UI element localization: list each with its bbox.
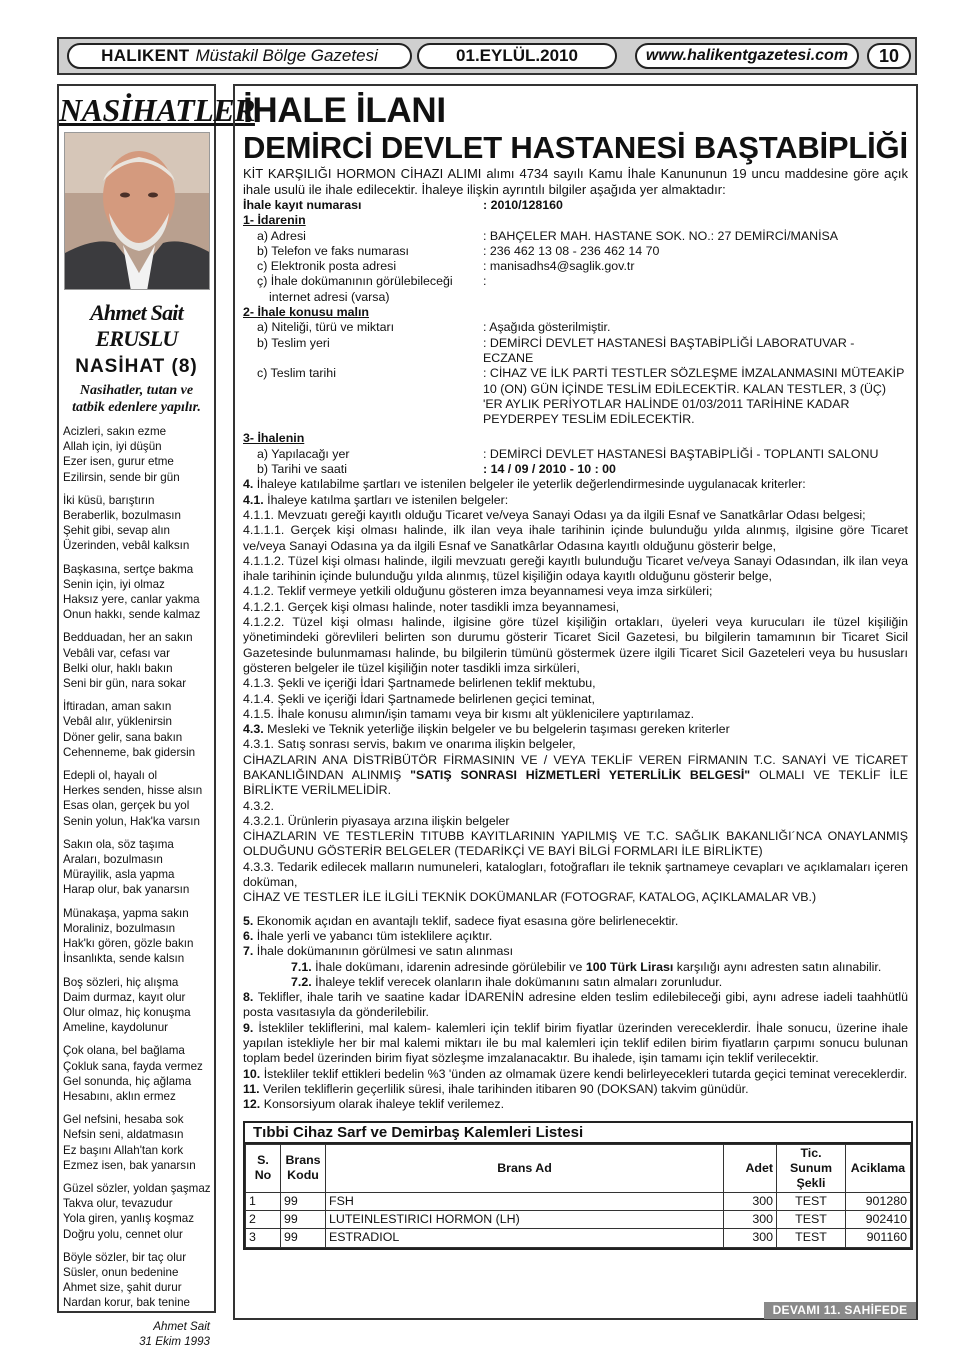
poem-line: Doğru yolu, cennet olur [63, 1227, 183, 1241]
detail-value: : DEMİRCİ DEVLET HASTANESİ BAŞTABİPLİĞİ LABORATUVAR - ECZANE [483, 335, 855, 365]
detail-label: b) Teslim yeri [257, 335, 330, 350]
intro-paragraph: KİT KARŞILIĞI HORMON CİHAZI ALIMI alımı 4734 sayılı Kamu İhale Kanununun 19 uncu maddesine göre açık ihale usulü ile ihale edilecektir. İhaleye ilişkin ayrıntılı bilgiler aşağıda yer almaktadır: [243, 166, 908, 197]
col-header-no: S. No [246, 1144, 281, 1192]
table-cell: 99 [281, 1211, 326, 1229]
section-1-title: 1- İdarenin [243, 213, 306, 228]
poem-line: Yola giren, yanlış koşmaz [63, 1212, 195, 1226]
poem-line: Cehenneme, bak gidersin [63, 745, 196, 759]
section-3-title: 3- İhalenin [243, 431, 305, 446]
poem-line: Acizleri, sakın ezme [63, 425, 167, 438]
poem-line: Harap olur, bak yanarsın [63, 883, 190, 897]
section-1-extra: internet adresi (varsa) [269, 289, 390, 304]
poem-line: Beraberlik, bozulmasın [63, 509, 181, 523]
table-cell: 300 [724, 1192, 777, 1210]
poem-line: İftiradan, aman sakın [63, 700, 172, 714]
website-link[interactable]: www.halikentgazetesi.com [635, 43, 859, 69]
detail-label: b) Telefon ve faks numarası [257, 243, 409, 258]
poem-line: Vebâl alır, yüklenirsin [63, 715, 172, 729]
poem-stanza [63, 1043, 214, 1104]
clause-4-3-1: 4.3.1. Satış sonrası servis, bakım ve onarıma ilişkin belgeler, [243, 737, 576, 752]
registration-row [243, 198, 908, 213]
clause-4-1-1-1: 4.1.1.1. Gerçek kişi olması halinde, ilk ilan veya ihale tarihinin içinde bulunduğu yılda alınmış, ilgisine göre Ticaret ve/veya Sanayi Odasına ya da ilgili Esnaf ve Sanatkârlar Odasına kayıtlı olduğunu gösterir belge, [243, 523, 908, 553]
poem-line: Ezer isen, gurur etme [63, 455, 174, 469]
poem-line: Ahmet size, şahit durur [63, 1281, 182, 1295]
masthead-bar [57, 37, 917, 75]
poem-stanza [63, 562, 214, 623]
detail-value: : DEMİRCİ DEVLET HASTANESİ BAŞTABİPLİĞİ - TOPLANTI SALONU [483, 446, 879, 461]
detail-row [243, 244, 908, 259]
poem-line: Araları, bozulmasın [63, 853, 163, 867]
detail-label: a) Adresi [257, 228, 306, 243]
clause-4-1-4: 4.1.4. Şekli ve içeriği İdari Şartnamede belirlenen geçici teminat, [243, 691, 595, 706]
poem-line: Şehit gibi, sevap alın [63, 524, 170, 538]
tender-notice [233, 84, 918, 1320]
author-photo [64, 132, 210, 290]
clause-4-3-2-1-requirement: CİHAZLARIN VE TESTLERİN TITUBB KAYITLARININ YAPILMIŞ VE T.C. SAĞLIK BAKANLIĞI´NCA ONAYLANMIŞ OLDUĞUNU GÖSTERİR BELGELER (TEDARİKÇİ VE BAYİ BİLGİ FORMLARI İLE BİRLİKTE) [243, 829, 908, 859]
clause-4-1-5: 4.1.5. İhale konusu alımın/işin tamamı veya bir kısmı alt yüklenicilere yaptırılamaz. [243, 706, 695, 721]
table-cell: TEST [777, 1229, 846, 1247]
poem-line: Ameline, kaydolunur [63, 1021, 169, 1035]
table-cell: TEST [777, 1192, 846, 1210]
table-cell: 901280 [846, 1192, 911, 1210]
poem-line: Nefsin seni, aldatmasın [63, 1128, 184, 1142]
poem-stanza [63, 1112, 214, 1173]
poem-stanza [63, 906, 214, 967]
clause-4-3-2-1: 4.3.2.1. Ürünlerin piyasaya arzına ilişkin belgeler [243, 813, 510, 828]
table-cell: 902410 [846, 1211, 911, 1229]
table-cell: LUTEINLESTIRICI HORMON (LH) [326, 1211, 724, 1229]
col-header-code: Brans Kodu [281, 1144, 326, 1192]
poem-stanza [63, 975, 214, 1036]
poem [59, 416, 214, 1311]
section-3-list [243, 447, 908, 478]
poem-line: Güzel sözler, yoldan şaşmaz [63, 1181, 211, 1195]
clause-4-3-1-requirement: CİHAZLARIN ANA DİSTRİBÜTÖR FİRMASININ VE / VEYA TEKLİF VEREN FİRMANIN T.C. SANAYİ VE TİCARET BAKANLIĞINDAN ALINMIŞ "SATIŞ SONRASI HİZMETLERİ YETERLİLİK BELGESİ" OLMALI VE TEKLİF İLE BİRLİKTE VERİLMELİDİR. [243, 752, 909, 798]
poem-line: Başkasına, sertçe bakma [63, 562, 194, 576]
detail-row [243, 229, 908, 244]
poem-line: Gel sonunda, hiç ağlama [63, 1074, 192, 1088]
clause-4-1-2-2: 4.1.2.2. Tüzel kişi olması halinde, ilgisine göre tüzel kişiliğin ortakları, üyeleri veya kurucuları ile tüzel kişiliğin yönetimindeki görevlileri belirten son durumu gösterir Ticaret Sicil Gazetesi, bu bilgilerin tamamının bir Ticaret Sicil Gazetesinde bulunmaması halinde, bu bilgilerin tümünü göstermek üzere ilgili Ticaret Sicil Gazeteleri veya bu hususları gösteren belgeler ile tüzel kişiliğin noter tasdikli imza sirküleri, [243, 615, 908, 675]
detail-row [243, 462, 908, 477]
poem-line: Sakın ola, söz taşıma [63, 837, 174, 851]
items-table [243, 1121, 913, 1250]
paper-subtitle: Müstakil Bölge Gazetesi [195, 46, 378, 65]
detail-row [243, 259, 908, 274]
registration-value: : 2010/128160 [483, 198, 563, 212]
detail-label: a) Yapılacağı yer [257, 446, 350, 461]
nasihat-subtitle [59, 382, 214, 416]
table-cell: FSH [326, 1192, 724, 1210]
poem-line: Allah için, iyi düşün [63, 440, 162, 454]
clause-4-1-1-2: 4.1.1.2. Tüzel kişi olması halinde, ilgili mevzuatı gereği kayıtlı bulunduğu Ticaret ve/veya Sanayi Odasından, ilk ilan veya ihale tarihinin içinde bulunduğu yılda alınmış, tüzel kişiliğin odaya kayıtlı olduğunu gösterir belge, [243, 553, 908, 584]
poem-stanza [63, 837, 214, 898]
table-cell: 300 [724, 1229, 777, 1247]
nasihat-subtitle-line: tatbik edenlere yapılır. [72, 400, 201, 415]
paper-name: HALIKENT [101, 46, 190, 65]
poem-line: Üzerinden, vebâl kalksın [63, 539, 190, 553]
section-2-list [243, 320, 908, 427]
poem-stanza [63, 768, 214, 829]
poem-line: Ezilirsin, sende bir gün [63, 470, 180, 484]
clause-4-3: 4.3. Mesleki ve Teknik yeterliğe ilişkin belgeler ve bu belgelerin taşıması gereken kriterler [243, 722, 730, 737]
registration-label: İhale kayıt numarası [243, 198, 362, 212]
clause-4-3-2: 4.3.2. [243, 798, 275, 813]
col-header-qty: Adet [724, 1144, 777, 1192]
author-name: Ahmet Sait ERUSLU [90, 300, 183, 351]
detail-value: : [483, 274, 487, 289]
detail-value: : manisadhs4@saglik.gov.tr [483, 259, 635, 274]
clause-7-1: 7.1. İhale dokümanı, idarenin adresinde görülebilir ve 100 Türk Lirası karşılığı aynı adresten satın alınabilir. [291, 959, 882, 974]
poem-stanza [63, 1181, 214, 1242]
poem-line: Ez başını Allah'tan kork [63, 1143, 184, 1157]
poem-line: Münakaşa, yapma sakın [63, 906, 189, 920]
nasihatler-column [57, 84, 255, 1348]
poem-line: Senin için, iyi olmaz [63, 577, 165, 591]
signature-name: Ahmet Sait [153, 1319, 210, 1333]
clause-11: 11. Verilen tekliflerin geçerlilik süresi, ihale tarihinden itibaren 90 (DOKSAN) takvim günüdür. [243, 1081, 749, 1096]
table-cell: ESTRADIOL [326, 1229, 724, 1247]
poem-stanza [63, 1250, 214, 1311]
poem-line: Senin yolun, Hak'ka varsın [63, 814, 200, 828]
poem-line: Esas olan, gerçek bu yol [63, 799, 190, 813]
col-header-name: Brans Ad [326, 1144, 724, 1192]
nasihat-subtitle-line: Nasihatler, tutan ve [79, 383, 194, 398]
issue-date: 01.EYLÜL.2010 [417, 43, 617, 69]
poem-line: Edepli ol, hayalı ol [63, 769, 158, 783]
detail-label: ç) İhale dokümanının görülebileceği [257, 274, 453, 289]
poem-line: Boş sözleri, hiç alışma [63, 975, 179, 989]
detail-value: : 14 / 09 / 2010 - 10 : 00 [483, 462, 616, 477]
poem-line: Gel nefsini, hesaba sok [63, 1113, 184, 1127]
section-1-list [243, 229, 908, 290]
clause-4: 4. İhaleye katılabilme şartları ve istenilen belgeler ile yeterlik değerlendirmesinde uygulanacak kriterler: [243, 477, 806, 492]
clause-7: 7. İhale dokümanının görülmesi ve satın alınması [243, 944, 514, 959]
detail-value: : BAHÇELER MAH. HASTANE SOK. NO.: 27 DEMİRCİ/MANİSA [483, 228, 839, 243]
table-cell: 1 [246, 1192, 281, 1210]
table-cell: 99 [281, 1192, 326, 1210]
signature-date: 31 Ekim 1993 [139, 1334, 210, 1348]
poem-line: Takva olur, tevazudur [63, 1197, 173, 1211]
column-title: NASİHATLER [59, 92, 255, 128]
notice-title: İHALE İLANI [243, 91, 446, 130]
items-table-title: Tıbbi Cihaz Sarf ve Demirbaş Kalemleri Listesi [245, 1123, 911, 1144]
institution-title: DEMİRCİ DEVLET HASTANESİ BAŞTABİPLİĞİ [243, 130, 908, 165]
clause-7-2: 7.2. İhaleye teklif verecek olanların ihale dokümanını satın almaları zorunludur. [291, 974, 723, 989]
poem-stanza [63, 493, 214, 554]
table-header-row [246, 1144, 911, 1192]
poem-stanza [63, 630, 214, 691]
poem-line: Daim durmaz, kayıt olur [63, 990, 186, 1004]
poem-line: Moraliniz, bozulmasın [63, 921, 176, 935]
poem-line: Böyle sözler, bir taç olur [63, 1250, 187, 1264]
clause-6: 6. İhale yerli ve yabancı tüm isteklilere açıktır. [243, 928, 493, 943]
poem-line: Çok olana, bel bağlama [63, 1044, 185, 1058]
nasihat-number: NASİHAT (8) [75, 356, 198, 377]
table-row [246, 1192, 911, 1210]
section-2-title: 2- İhale konusu malın [243, 305, 369, 320]
poem-line: Mürayilik, asla yapma [63, 868, 175, 882]
clause-4-3-3: 4.3.3. Tedarik edilecek malların numuneleri, katalogları, fotoğrafları ile teknik şartnameye cevapları ve açıklamaları içeren doküman, [243, 859, 908, 890]
poem-line: Olur olmaz, hiç konuşma [63, 1005, 191, 1019]
poem-line: İki küsü, barıştırın [63, 493, 155, 507]
page-number: 10 [867, 43, 911, 69]
poem-line: Döner gelir, sana bakın [63, 730, 183, 744]
table-row [246, 1211, 911, 1229]
poem-stanza [63, 699, 214, 760]
col-header-desc: Aciklama [846, 1144, 911, 1192]
table-cell: 99 [281, 1229, 326, 1247]
poem-line: Vebâli var, cefası var [63, 646, 170, 660]
table-cell: TEST [777, 1211, 846, 1229]
detail-row [243, 447, 908, 462]
detail-value: : 236 462 13 08 - 236 462 14 70 [483, 243, 660, 258]
clause-9: 9. İstekliler tekliflerini, mal kalem- kalemleri için teklif birim fiyatlar üzerinden vereceklerdir. İhale sonucu, üzerine ihale yapılan istekliyle her bir mal kalemi miktarı ile bu mal kalemleri için teklif edilen birim fiyatların çarpımı sonucu bulunan toplam bedel üzerinden birim fiyat sözleşme imzalanacaktır. Bu ihalede, işin tamamı için teklif verilecektir. [243, 1020, 908, 1066]
clause-4-1-2: 4.1.2. Teklif vermeye yetkili olduğunu gösteren imza beyannamesi veya imza sirküleri; [243, 584, 713, 599]
detail-value: : CİHAZ VE İLK PARTİ TESTLER SÖZLEŞME İMZALANMASINI MÜTEAKİP 10 (ON) GÜN İÇİNDE TESLİM EDİLECEKTİR. KALAN TESTLER, 3 (ÜÇ) 'ER AYLIK PERİYOTLAR HALİNDE 01/03/2011 TARİHİNE KADAR PEYDERPEY TESLİM EDİLECEKTİR. [483, 366, 905, 427]
paper-name-pill [67, 43, 412, 69]
detail-label: a) Niteliği, türü ve miktarı [257, 320, 395, 335]
table-cell: 300 [724, 1211, 777, 1229]
poem-line: Bedduadan, her an sakın [63, 631, 193, 645]
detail-row [243, 320, 908, 335]
table-row [246, 1229, 911, 1247]
poem-line: Haksız yere, canlar yakma [63, 593, 200, 607]
detail-row [243, 274, 908, 289]
col-header-unit: Tic. Sunum Şekli [777, 1144, 846, 1192]
poem-line: Onun hakkı, sende kalmaz [63, 608, 201, 622]
clause-12: 12. Konsorsiyum olarak ihaleye teklif verilemez. [243, 1097, 505, 1112]
clause-10: 10. İstekliler teklif ettikleri bedelin %3 'ünden az olmamak üzere kendi belirleyecekleri tutarda geçici teminat vereceklerdir. [243, 1066, 908, 1081]
detail-label: c) Elektronik posta adresi [257, 259, 397, 274]
clause-4-1-1: 4.1.1. Mevzuatı gereği kayıtlı olduğu Ticaret ve/veya Sanayi Odası ya da ilgili Esnaf ve Sanatkârlar Odası belgesi; [243, 507, 866, 522]
poem-line: Süsler, onun bedenine [63, 1265, 179, 1279]
clause-4-1-3: 4.1.3. Şekli ve içeriği İdari Şartnamede belirlenen teklif mektubu, [243, 676, 596, 691]
continued-banner: DEVAMI 11. SAHİFEDE [764, 1302, 916, 1319]
clause-4-1-2-1: 4.1.2.1. Gerçek kişi olması halinde, noter tasdikli imza beyannamesi, [243, 599, 620, 614]
clause-4-3-3-requirement: CİHAZ VE TESTLER İLE İLGİLİ TEKNİK DOKÜMANLAR (FOTOGRAF, KATALOG, AÇIKLAMALAR VB.) [243, 890, 817, 905]
poem-line: Herkes senden, hisse alsın [63, 784, 203, 798]
table-cell: 901160 [846, 1229, 911, 1247]
poem-stanza [63, 424, 214, 485]
clause-8: 8. Teklifler, ihale tarih ve saatine kadar İDARENİN adresine elden teslim edilebileceği gibi, aynı adrese iadeli taahhütlü posta vasıtasıyla da gönderilebilir. [243, 990, 908, 1020]
poem-line: Ezmez isen, bak yanarsın [63, 1158, 196, 1172]
detail-row [243, 366, 908, 427]
clause-4-1: 4.1. İhaleye katılma şartları ve istenilen belgeler: [243, 492, 509, 507]
poem-line: Hak'kı gören, gözle bakın [63, 937, 194, 951]
poem-line: Hesabını, aklın ermez [63, 1089, 176, 1103]
poem-line: Çokluk sana, fayda vermez [63, 1059, 203, 1073]
signature [59, 1319, 214, 1349]
detail-value: : Aşağıda gösterilmiştir. [483, 320, 611, 335]
poem-line: Seni bir gün, nara sokar [63, 677, 187, 691]
detail-label: c) Teslim tarihi [257, 366, 336, 381]
detail-label: b) Tarihi ve saati [257, 462, 347, 477]
clause-5: 5. Ekonomik açıdan en avantajlı teklif, sadece fiyat esasına göre belirlenecektir. [243, 913, 679, 928]
poem-line: Nardan korur, bak tenine [63, 1296, 190, 1310]
poem-line: İnsanlıkta, sende kalsın [63, 952, 185, 966]
table-cell: 3 [246, 1229, 281, 1247]
detail-row [243, 336, 908, 367]
poem-line: Belki olur, haklı bakın [63, 661, 173, 675]
table-cell: 2 [246, 1211, 281, 1229]
